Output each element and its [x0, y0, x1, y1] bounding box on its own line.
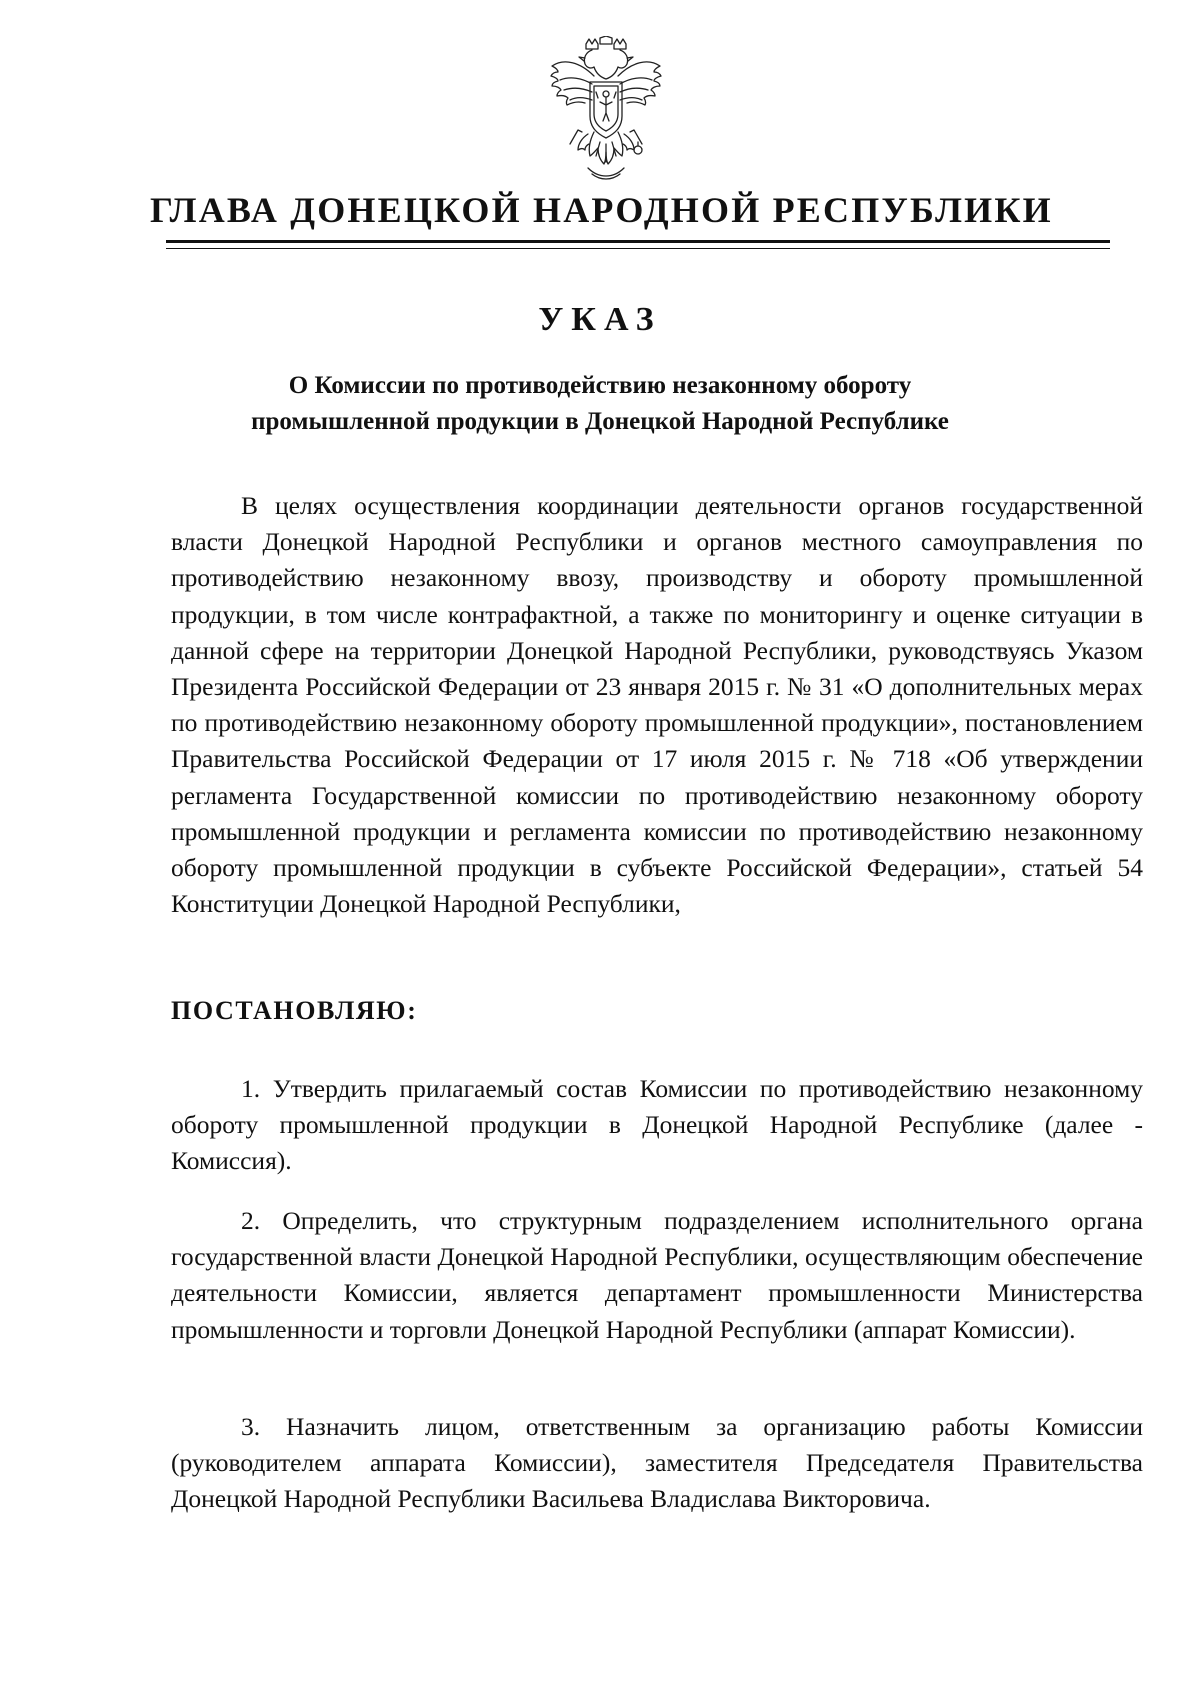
decree-item-2: 2. Определить, что структурным подразделением исполнительного органа государственной власти Донецкой Народной Республики, осуществляющим обеспечение деятельности Комиссии, является департамент промышленности Министерства промышленности и торговли Донецкой Народной Республики (аппарат Комиссии).	[171, 1206, 1143, 1344]
preamble-paragraph: В целях осуществления координации деятельности органов государственной власти Донецкой Народной Республики и органов местного самоуправления по противодействию незаконному ввозу, производству и обороту промышленной продукции, в том числе контрафактной, а также по мониторингу и оценке ситуации в данной сфере на территории Донецкой Народной Республики, руководствуясь Указом Президента Российской Федерации от 23 января 2015 г. № 31 «О дополнительных мерах по противодействию незаконному обороту промышленной продукции», постановлением Правительства Российской Федерации от 17 июля 2015 г. № 718 «Об утверждении регламента Государственной комиссии по противодействию незаконному обороту промышленной продукции и регламента комиссии по противодействию незаконному обороту промышленной продукции в субъекте Российской Федерации», статьей 54 Конституции Донецкой Народной Республики,	[171, 491, 1143, 919]
decree-keyword: ПОСТАНОВЛЯЮ:	[171, 996, 418, 1025]
double-headed-eagle-emblem-icon	[548, 36, 664, 184]
issuing-authority-heading: ГЛАВА ДОНЕЦКОЙ НАРОДНОЙ РЕСПУБЛИКИ	[150, 190, 1053, 230]
subject-line: О Комиссии по противодействию незаконному обороту	[288, 372, 912, 399]
decree-item-3: 3. Назначить лицом, ответственным за организацию работы Комиссии (руководителем аппарата Комиссии), заместителя Председателя Правительства Донецкой Народной Республики Васильева Владислава Викторовича.	[171, 1412, 1143, 1514]
header-rule-thick	[166, 240, 1110, 243]
document-subject	[200, 368, 1000, 440]
header-rule-thin	[166, 248, 1110, 249]
document-type-title: УКАЗ	[538, 301, 662, 338]
subject-line: промышленной продукции в Донецкой Народной Республике	[251, 408, 949, 435]
decree-item-1: 1. Утвердить прилагаемый состав Комиссии по противодействию незаконному обороту промышленной продукции в Донецкой Народной Республике (далее - Комиссия).	[171, 1074, 1143, 1176]
